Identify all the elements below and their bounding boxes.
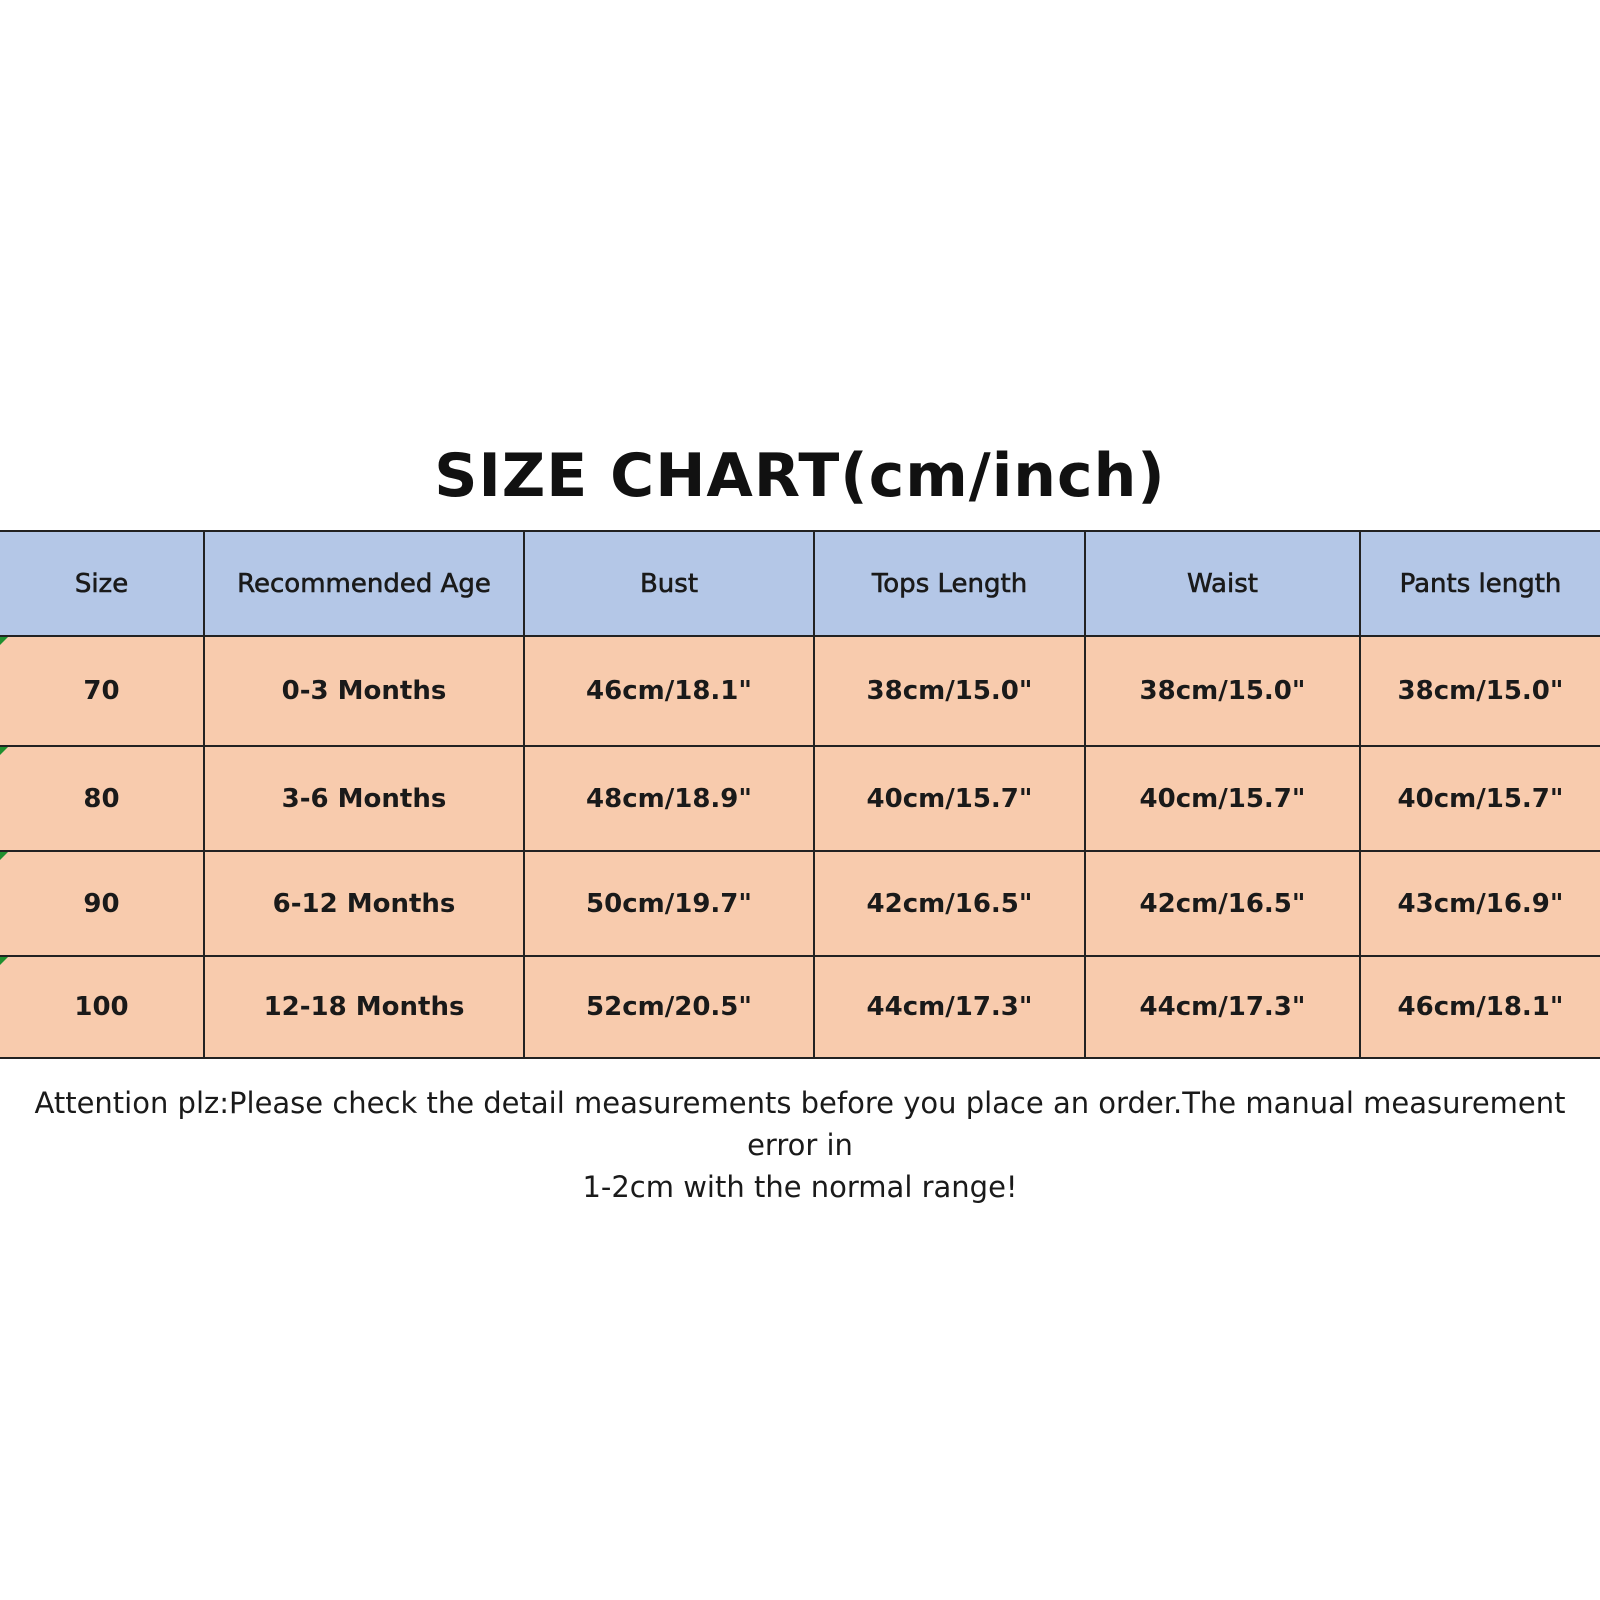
column-header-tops-length: Tops Length bbox=[814, 531, 1085, 636]
cell-tops-length: 44cm/17.3" bbox=[814, 956, 1085, 1058]
cell-size bbox=[0, 956, 204, 1058]
cell-bust: 50cm/19.7" bbox=[524, 851, 814, 956]
column-header-bust: Bust bbox=[524, 531, 814, 636]
cell-pants-length: 40cm/15.7" bbox=[1360, 746, 1600, 851]
cell-bust: 52cm/20.5" bbox=[524, 956, 814, 1058]
cell-waist: 40cm/15.7" bbox=[1085, 746, 1360, 851]
cell-size-value: 100 bbox=[74, 992, 129, 1022]
cell-size bbox=[0, 851, 204, 956]
cell-size-value: 80 bbox=[83, 783, 120, 814]
cell-age: 0-3 Months bbox=[204, 636, 524, 746]
attention-note-line-1: Attention plz:Please check the detail measurements before you place an order.The manual measurement error in bbox=[34, 1086, 1566, 1162]
cell-bust: 48cm/18.9" bbox=[524, 746, 814, 851]
cell-tops-length: 42cm/16.5" bbox=[814, 851, 1085, 956]
corner-marker bbox=[0, 747, 8, 755]
table-row bbox=[0, 851, 1600, 956]
cell-tops-length: 38cm/15.0" bbox=[814, 636, 1085, 746]
cell-age: 12-18 Months bbox=[204, 956, 524, 1058]
cell-pants-length: 38cm/15.0" bbox=[1360, 636, 1600, 746]
cell-size bbox=[0, 636, 204, 746]
cell-age: 6-12 Months bbox=[204, 851, 524, 956]
cell-waist: 38cm/15.0" bbox=[1085, 636, 1360, 746]
corner-marker bbox=[0, 852, 8, 860]
cell-bust: 46cm/18.1" bbox=[524, 636, 814, 746]
cell-size bbox=[0, 746, 204, 851]
cell-age: 3-6 Months bbox=[204, 746, 524, 851]
page-title: SIZE CHART(cm/inch) bbox=[434, 441, 1166, 511]
attention-note bbox=[0, 1082, 1600, 1208]
cell-pants-length: 46cm/18.1" bbox=[1360, 956, 1600, 1058]
column-header-waist: Waist bbox=[1085, 531, 1360, 636]
corner-marker bbox=[0, 957, 8, 965]
cell-pants-length: 43cm/16.9" bbox=[1360, 851, 1600, 956]
table-header-row bbox=[0, 531, 1600, 636]
cell-waist: 42cm/16.5" bbox=[1085, 851, 1360, 956]
size-chart-table bbox=[0, 530, 1600, 1059]
column-header-size: Size bbox=[0, 531, 204, 636]
cell-waist: 44cm/17.3" bbox=[1085, 956, 1360, 1058]
cell-size-value: 70 bbox=[83, 676, 120, 706]
table-row bbox=[0, 956, 1600, 1058]
table-row bbox=[0, 746, 1600, 851]
column-header-recommended-age: Recommended Age bbox=[204, 531, 524, 636]
cell-tops-length: 40cm/15.7" bbox=[814, 746, 1085, 851]
table-row bbox=[0, 636, 1600, 746]
column-header-pants-length: Pants length bbox=[1360, 531, 1600, 636]
corner-marker bbox=[0, 637, 8, 645]
cell-size-value: 90 bbox=[83, 888, 120, 919]
attention-note-line-2: 1-2cm with the normal range! bbox=[582, 1170, 1018, 1204]
